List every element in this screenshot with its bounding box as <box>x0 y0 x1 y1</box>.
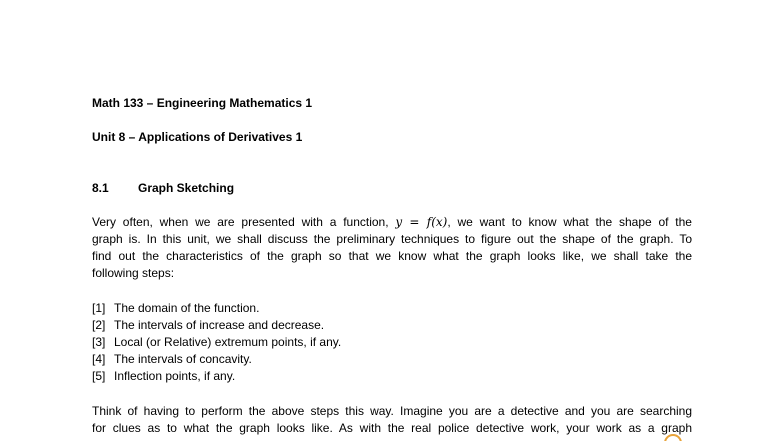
function-formula: y = f(x) <box>395 215 448 229</box>
step-number: [4] <box>92 352 106 366</box>
intro-line-1 <box>92 215 692 229</box>
section-heading <box>92 181 234 195</box>
closing-line-2: for clues as to what the graph looks like. As with the real police detective work, your work as a graph <box>92 421 692 435</box>
step-number: [1] <box>92 301 106 315</box>
step-number: [5] <box>92 369 106 383</box>
list-item <box>92 301 259 315</box>
step-number: [3] <box>92 335 106 349</box>
step-text: The intervals of concavity. <box>114 352 252 366</box>
intro-line-4: following steps: <box>92 266 175 280</box>
step-text: The intervals of increase and decrease. <box>114 318 325 332</box>
list-item <box>92 318 324 332</box>
step-number: [2] <box>92 318 106 332</box>
course-title: Math 133 – Engineering Mathematics 1 <box>92 96 313 110</box>
section-number: 8.1 <box>92 181 109 195</box>
step-text: The domain of the function. <box>114 301 260 315</box>
list-item <box>92 369 235 383</box>
page-corner-mark-icon <box>664 434 682 441</box>
intro-text-after: , we want to know what the shape of the <box>447 215 692 229</box>
intro-text-before: Very often, when we are presented with a function, <box>92 215 396 229</box>
closing-line-1: Think of having to perform the above steps this way. Imagine you are a detective and you are searching <box>92 404 692 418</box>
list-item <box>92 352 252 366</box>
intro-line-3: find out the characteristics of the graph so that we know what the graph looks like, we shall take the <box>92 249 692 263</box>
step-text: Inflection points, if any. <box>114 369 236 383</box>
unit-title: Unit 8 – Applications of Derivatives 1 <box>92 130 303 144</box>
section-title: Graph Sketching <box>138 181 235 195</box>
step-text: Local (or Relative) extremum points, if any. <box>114 335 342 349</box>
list-item <box>92 335 341 349</box>
intro-line-2: graph is. In this unit, we shall discuss the preliminary techniques to figure out the shape of the graph. To <box>92 232 692 246</box>
